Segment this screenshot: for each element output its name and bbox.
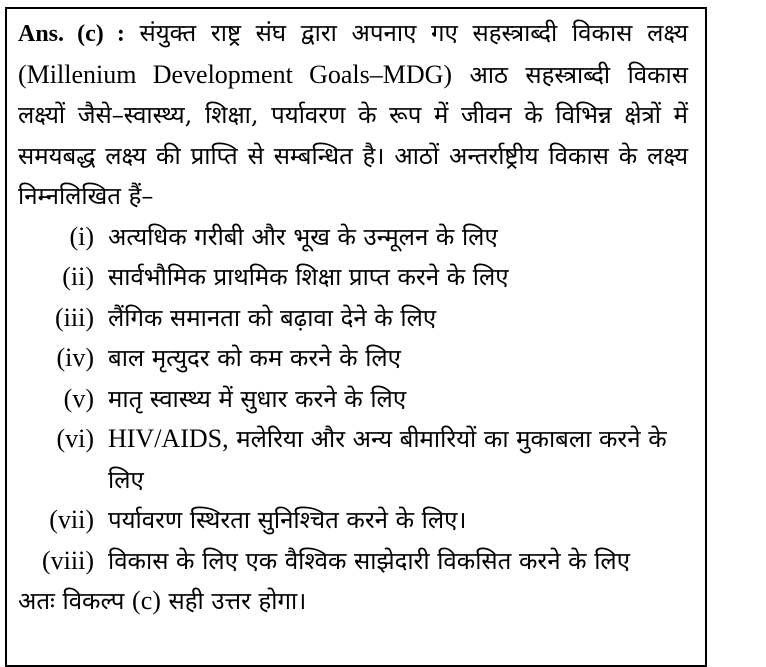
goal-text-latin: HIV/AIDS, (108, 424, 229, 453)
goal-number: (iii) (55, 302, 94, 332)
goal-number: (viii) (42, 545, 94, 575)
goal-item (18, 379, 688, 420)
conclusion-latin: (c) (132, 586, 161, 615)
goal-item (18, 500, 688, 541)
goal-text: बाल मृत्युदर को कम करने के लिए (108, 344, 401, 372)
intro-text-part2: आठ सहस्त्राब्दी विकास लक्ष्यों जैसे–स्वास्थ्य, शिक्षा, पर्यावरण के रूप में जीवन के विभिन्न क्षेत्रों में समयबद्ध लक्ष्य की प्राप्ति से सम्बन्धित है। आठों अन्तर्राष्ट्रीय विकास के लक्ष्य निम्नलिखित हैं– (18, 60, 688, 210)
goal-text: सार्वभौमिक प्राथमिक शिक्षा प्राप्त करने के लिए (108, 263, 509, 291)
goal-number: (iv) (56, 343, 94, 372)
goal-number: (ii) (62, 262, 94, 291)
goal-text: मातृ स्वास्थ्य में सुधार करने के लिए (108, 384, 407, 413)
intro-text-latin: (Millenium Development Goals–MDG) (18, 59, 453, 89)
goal-number: (vii) (49, 505, 94, 534)
goal-item (18, 298, 688, 339)
goal-item (18, 541, 688, 582)
goal-text: अत्यधिक गरीबी और भूख के उन्मूलन के लिए (108, 222, 498, 251)
answer-content (18, 13, 688, 622)
answer-intro (18, 13, 688, 217)
goal-text: मलेरिया और अन्य बीमारियों का मुकाबला करने के लिए (108, 425, 667, 494)
goal-number: (v) (63, 383, 94, 413)
goal-text-wrapper (108, 419, 688, 500)
goal-text: लैंगिक समानता को बढ़ावा देने के लिए (108, 303, 437, 332)
conclusion-part1: अतः विकल्प (18, 587, 133, 615)
goal-item (18, 338, 688, 379)
intro-text-part1: संयुक्त राष्ट्र संघ द्वारा अपनाए गए सहस्त्राब्दी विकास लक्ष्य (139, 19, 688, 47)
answer-label: Ans. (c) : (18, 21, 125, 47)
goal-item (18, 257, 688, 298)
goal-item (18, 419, 688, 500)
goal-number: (i) (69, 221, 94, 251)
goal-text: विकास के लिए एक वैश्विक साझेदारी विकसित करने के लिए (108, 546, 630, 575)
answer-conclusion (18, 581, 688, 622)
goal-item (18, 217, 688, 258)
goal-text: पर्यावरण स्थिरता सुनिश्चित करने के लिए। (108, 506, 467, 534)
goal-number: (vi) (56, 424, 94, 453)
conclusion-part2: सही उत्तर होगा। (160, 587, 307, 615)
